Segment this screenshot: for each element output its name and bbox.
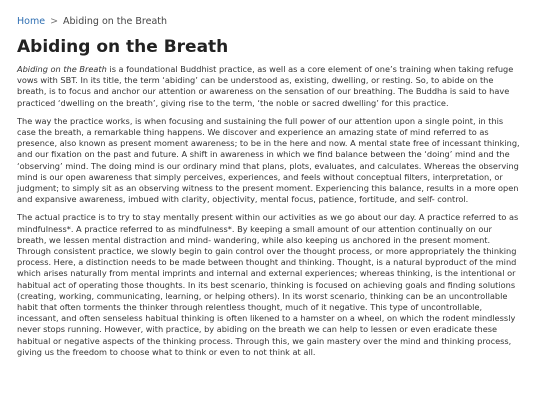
page-title: Abiding on the Breath (17, 37, 229, 57)
paragraph-actual-practice: The actual practice is to try to stay mentally present within our activities as we go about our day. A practice referred to as mindfulness*. A practice referred to as mindfulness*. By keeping a small amount of our attention continually on our breath, we lessen mental distraction and mind- wandering, while also keeping us anchored in the present moment. Through consistent practice, we slowly begin to gain control over the thought process, or more appropriately the thinking process. Here, a distinction needs to be made between thought and thinking. Thought, is a natural byproduct of the mind which arises naturally from mental imprints and internal and external experiences; whereas thinking, is the intentional or habitual act of operating those thoughts. In its best scenario, thinking is focused on achieving goals and finding solutions (creating, working, communicating, learning, or helping others). In its worst scenario, thinking can be an uncontrollable habit that often torments the thinker through relentless thought, much of it negative. This type of uncontrollable, incessant, and often senseless habitual thinking is often likened to a hamster on a wheel, on which the rodent mindlessly never stops running. However, with practice, by abiding on the breath we can help to lessen or even eradicate these habitual or negative aspects of the thinking process. Through this, we gain mastery over the mind and thinking process, giving us the freedom to choose what to think or even to not think at all. (17, 212, 519, 357)
breadcrumb (17, 16, 523, 28)
breadcrumb-current: Abiding on the Breath (63, 16, 168, 27)
breadcrumb-home-link[interactable]: Home (17, 16, 46, 27)
paragraph-intro-body: is a foundational Buddhist practice, as well as a core element of one’s training when taking refuge vows with SBT. In its title, the term ‘abiding’ can be understood as, existing, dwelling, or resting. So, to abide on the breath, is to focus and anchor our attention or awareness on the sensation of our breathing. The Buddha is said to have practiced ‘dwelling on the breath’, giving rise to the term, ‘the noble or sacred dwelling’ for this practice. (17, 64, 514, 108)
breadcrumb-separator: > (50, 16, 59, 27)
paragraph-practice-works: The way the practice works, is when focusing and sustaining the full power of our attention upon a single point, in this case the breath, a remarkable thing happens. We discover and experience an amazing state of mind referred to as presence, also known as present moment awareness; to be in the here and now. A mental state free of incessant thinking, and our fixation on the past and future. A shift in awareness in which we find balance between the ‘doing’ mind and the ‘observing’ mind. The doing mind is our ordinary mind that plans, plots, evaluates, and calculates. Whereas the observing mind is our open awareness that simply perceives, experiences, and feels without conceptual filters, interpretation, or judgment; to simply sit as an observing witness to the present moment. Experiencing this balance, results in a more open and expansive awareness, imbued with clarity, objectivity, mental focus, patience, fortitude, and self- control. (17, 115, 520, 205)
paragraph-intro-lead: Abiding on the Breath (17, 64, 107, 74)
paragraph-intro (17, 64, 523, 109)
